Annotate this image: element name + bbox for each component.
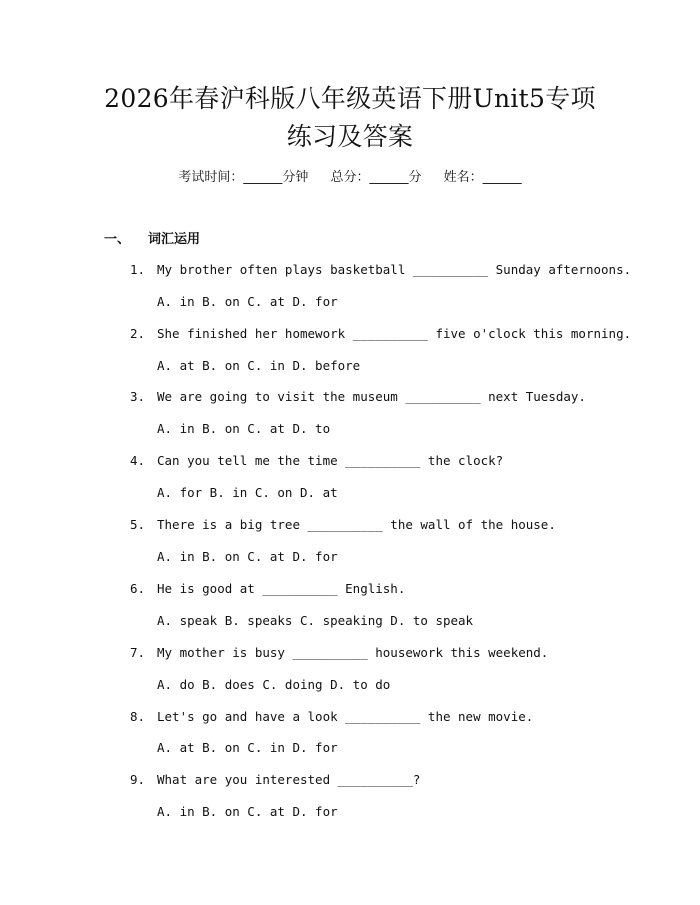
question-4-options: A. for B. in C. on D. at <box>157 485 338 500</box>
question-5 <box>130 515 630 535</box>
question-5-options: A. in B. on C. at D. for <box>157 549 338 564</box>
total-score-field: 总分：______分 <box>330 170 422 185</box>
question-number: 3. <box>130 389 146 404</box>
question-6 <box>130 579 630 599</box>
section-number: 一、 <box>104 232 131 247</box>
document-title-line2: 练习及答案 <box>286 122 414 151</box>
question-text: Let's go and have a look __________ the new movie. <box>157 709 534 724</box>
question-text: There is a big tree __________ the wall of the house. <box>157 517 556 532</box>
section-title: 词汇运用 <box>148 232 201 247</box>
question-7 <box>130 643 630 663</box>
question-7-options: A. do B. does C. doing D. to do <box>157 677 391 692</box>
question-text: We are going to visit the museum __________ next Tuesday. <box>157 389 586 404</box>
student-name-field: 姓名：______ <box>443 170 522 185</box>
question-text: She finished her homework __________ five o'clock this morning. <box>157 326 632 341</box>
exam-time-field: 考试时间：______分钟 <box>178 170 309 185</box>
question-number: 6. <box>130 581 146 596</box>
question-number: 7. <box>130 645 146 660</box>
question-8-options: A. at B. on C. in D. for <box>157 740 338 755</box>
question-2 <box>130 324 630 344</box>
question-3 <box>130 387 630 407</box>
question-text: My brother often plays basketball __________ Sunday afternoons. <box>157 262 632 277</box>
question-6-options: A. speak B. speaks C. speaking D. to speak <box>157 613 474 628</box>
question-9-options: A. in B. on C. at D. for <box>157 804 338 819</box>
question-4 <box>130 451 630 471</box>
question-number: 1. <box>130 262 146 277</box>
question-number: 5. <box>130 517 146 532</box>
question-number: 2. <box>130 326 146 341</box>
exam-info-line <box>0 168 700 188</box>
section-heading <box>104 230 200 250</box>
question-text: Can you tell me the time __________ the clock? <box>157 453 504 468</box>
question-number: 8. <box>130 709 146 724</box>
question-number: 4. <box>130 453 146 468</box>
document-title-line1: 2026年春沪科版八年级英语下册Unit5专项 <box>104 84 596 113</box>
question-1-options: A. in B. on C. at D. for <box>157 294 338 309</box>
question-3-options: A. in B. on C. at D. to <box>157 421 331 436</box>
question-8 <box>130 707 630 727</box>
question-text: He is good at __________ English. <box>157 581 406 596</box>
question-2-options: A. at B. on C. in D. before <box>157 358 361 373</box>
question-number: 9. <box>130 772 146 787</box>
question-text: What are you interested __________? <box>157 772 421 787</box>
question-9 <box>130 770 630 790</box>
question-text: My mother is busy __________ housework this weekend. <box>157 645 549 660</box>
question-1 <box>130 260 630 280</box>
